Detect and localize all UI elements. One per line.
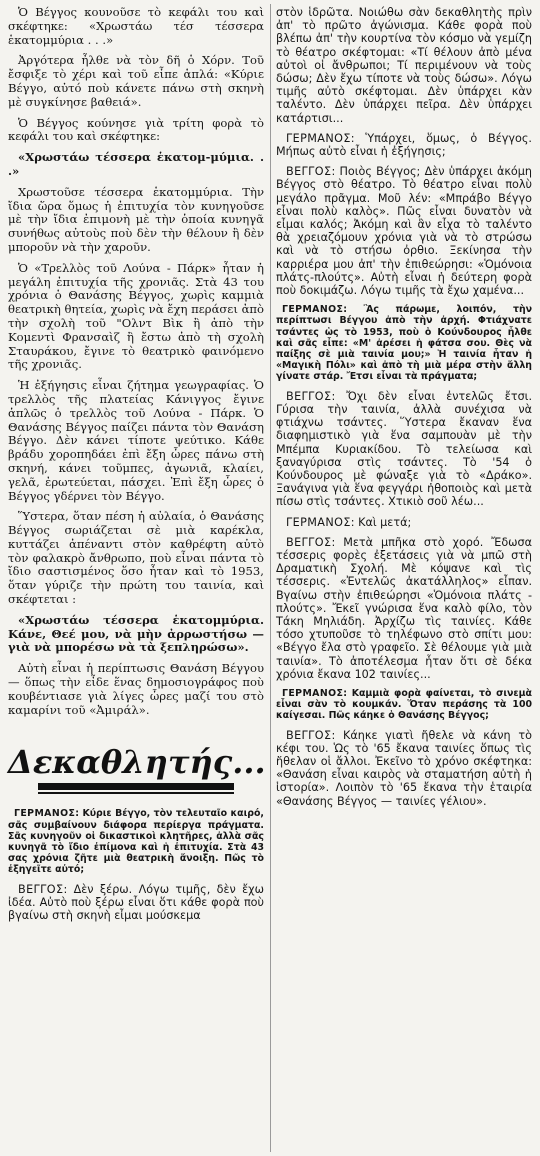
column-divider	[270, 4, 271, 1152]
left-column	[8, 6, 264, 929]
interview-text: : Καμμιὰ φορὰ φαίνεται, τὸ σινεμὰ εἶναι σὰν τὸ κουμκάν. Ὅταν περάσης τὰ 100 καίγεσαι. Πῶς κάηκε ὁ Θανάσης Βέγγος;	[276, 687, 532, 722]
speaker-name: ΒΕΓΓΟΣ	[286, 728, 332, 742]
interview-text: : Κάηκε γιατὶ ἤθελε νὰ κάνη τὸ κέφι του. Ὡς τὸ '65 ἔκανα ταινίες ὅπως τὶς ἤθελαν οἱ ἄλλοι. Ἐκεῖνο τὸ χρόνο σκέφτηκα: «Θανάση εἶναι καιρὸς νὰ σταματήση αὐτὴ ἡ ἱστορία». Λοιπὸν τὸ '65 ἔκανα τὴν ἑταιρία «Θανάσης Βέγγος — ταινίες γέλιου».	[276, 728, 532, 808]
paragraph: Ὁ Βέγγος κούνησε γιὰ τρίτη φορὰ τὸ κεφάλι του καὶ σκέφτηκε:	[8, 115, 264, 144]
interview-text: στὸν ἱδρῶτα. Νοιώθω σὰν δεκαθλητὴς πρὶν ἀπ' τὸ πρῶτο ἀγώνισμα. Κάθε φορὰ ποὺ βλέπω ἀπ' τὴν κουρτίνα τὸν κόσμο νὰ γεμίζη τὸ θέατρο σκέφτομαι: «Τί θέλουν ἀπὸ μένα αὐτοὶ οἱ ἄνθρωποι; Τί περιμένουν νὰ τοὺς δώσω; Δὲν ἔχω τίποτε νὰ τοὺς δώσω». Λόγω τιμῆς αὐτὸ σκέφτομαι. Δὲν ὑπάρχει κὰν ταλέντο. Δὲν ὑπάρχει πεῖρα. Δὲν ὑπάρχει κατάρτισι...	[276, 6, 532, 125]
paragraph: Ὁ Βέγγος κουνοῦσε τὸ κεφάλι του καὶ σκέφτηκε: «Χρωστάω τέσ τέσσερα ἑκατομμύρια . . .»	[8, 5, 264, 47]
speaker-name: ΓΕΡΜΑΝΟΣ	[14, 808, 76, 820]
heading-rule-thin	[38, 792, 234, 794]
paragraph: Αὐτὴ εἶναι ἡ περίπτωσις Θανάση Βέγγου — ὅπως τὴν εἶδε ἕνας δημοσιογράφος ποὺ κουβέντιασε γιὰ λίγες ὧρες μαζί του στὸ καμαρίνι τοῦ «Ἀμιράλ».	[8, 661, 264, 717]
interview-text: : Καὶ μετά;	[350, 515, 412, 529]
interview-question	[276, 516, 532, 529]
paragraph: Ὁ «Τρελλὸς τοῦ Λούνα - Πάρκ» ἦταν ἡ μεγάλη ἐπιτυχία τῆς χρονιᾶς. Στὰ 43 του χρόνια ὁ Θανάσης Βέγγος, χωρὶς καμμιὰ θεατρικὴ θητεία, χωρὶς νὰ ἔχη περάσει ἀπὸ τὴν σχολὴ τοῦ "Ολντ Βὶκ ἢ ἀπὸ τὴν Κομεντὶ Φρανσαὶζ ἢ ἔστω ἀπὸ τὴ σχολὴ Σταυράκου, ἔγινε τὸ θεατρικὸ φαινόμενο τῆς χρονιᾶς.	[8, 260, 264, 372]
paragraph: Ἀργότερα ἦλθε νὰ τὸν δῆ ὁ Χόρν. Τοῦ ἔσφιξε τὸ χέρι καὶ τοῦ εἶπε ἁπλά: «Κύριε Βέγγο, αὐτό ποὺ κάνετε πάνω στὴ σκηνὴ μὲ συγκίνησε βαθειά».	[8, 53, 264, 109]
interview-answer	[276, 729, 532, 808]
paragraph: Χρωστοῦσε τέσσερα ἑκατομμύρια. Τὴν ἴδια ὥρα ὅμως ἡ ἐπιτυχία τὸν κυνηγοῦσε μὲ τὴν ἴδια ἐπιμονὴ μὲ τὴν ὁποία κυνηγᾶ συνήθως αὐτοὺς ποὺ δὲν τὴν θέλουν ἢ δὲν μποροῦν νὰ τὴν χαροῦν.	[8, 184, 264, 254]
interview-text: : Κύριε Βέγγο, τὸν τελευταῖο καιρό, σᾶς συμβαίνουν διάφορα περίεργα πράγματα. Σᾶς κυνηγοῦν οἱ δικαστικοὶ κλητῆρες, ἀλλὰ σᾶς κυνηγᾶ τὸ ἴδιο ἐπίμονα καὶ ἡ ἐπιτυχία. Στὰ 43 σας χρόνια ζῆτε μιὰ θεατρικὴ ἄνοιξη. Πῶς τὸ ἐξηγεῖτε αὐτό;	[8, 808, 264, 876]
interview-text: : Δὲν ξέρω. Λόγω τιμῆς, δὲν ἔχω ἰδέα. Αὐτὸ ποὺ ξέρω εἶναι ὅτι κάθε φορὰ ποὺ βγαίνω στὴ σκηνὴ εἶμαι μούσκεμα	[8, 882, 264, 923]
interview-answer	[8, 883, 264, 923]
speaker-name: ΓΕΡΜΑΝΟΣ	[282, 687, 344, 699]
paragraph: Ὕστερα, ὅταν πέση ἡ αὐλαία, ὁ Θανάσης Βέγγος σωριάζεται σὲ μιὰ καρέκλα, κυττάζει ἀπέναντι στὸν καθρέφτη αὐτὸ τὸν φαλακρὸ ἄνθρωπο, ποὺ εἶναι πάντα τὸ ἴδιο σαστισμένος ὅσο ἦταν καὶ τὸ 1953, ὅταν γύριζε τὴν πρώτη του ταινία, καὶ σκέφτεται :	[8, 509, 264, 607]
speaker-name: ΓΕΡΜΑΝΟΣ	[282, 304, 344, 316]
quote-paragraph: «Χρωστάω τέσσερα ἑκατομ-μύμια. . .»	[8, 150, 264, 178]
section-heading-block	[8, 743, 264, 794]
interview-answer	[276, 165, 532, 297]
speaker-name: ΒΕΓΓΟΣ	[286, 165, 332, 179]
interview-text: : Μετὰ μπῆκα στὸ χορό. Ἔδωσα τέσσερις φορὲς ἐξετάσεις γιὰ νὰ μπῶ στὴ Δραματικὴ Σχολή. Μὲ κόψανε καὶ τὶς τέσσερις. «Ἐντελῶς ἀκατάλληλος» εἶπαν. Βγαίνω στὴν ἐπιθεώρησι «Ὁμόνοια πλάτς - πλούτς». Ἔκεῖ γνώρισα ἕνα καλὸ φίλο, τὸν Τάκη Μηλιάδη. Ἀρχίζω τὶς ταινίες. Κάθε τόσο χτυποῦσε τὸ τηλέφωνο στὸ σπίτι μου: «Βέγγο ἔλα στὸ γραφεῖο. Σὲ θέλουμε γιὰ μιὰ ταινία». Τὸ ἀποτέλεσμα ἦταν ὅτι σὲ δέκα χρόνια ἔκανα 102 ταινίες...	[276, 535, 532, 681]
interview-question	[276, 688, 532, 722]
speaker-name: ΒΕΓΓΟΣ	[286, 535, 332, 549]
interview-question	[276, 304, 532, 382]
speaker-name: ΓΕΡΜΑΝΟΣ	[286, 515, 351, 529]
interview-question	[276, 132, 532, 158]
interview-answer	[276, 6, 532, 125]
speaker-name: ΓΕΡΜΑΝΟΣ	[286, 131, 351, 145]
interview-text: : Ποιὸς Βέγγος; Δὲν ὑπάρχει ἀκόμη Βέγγος στὸ θέατρο. Τὸ θέατρο εἶναι πολὺ μεγάλο πρᾶγμα. Μοῦ λέν: «Μπράβο Βέγγο εἶναι πολὺ καλὸς». Πῶς εἶναι δυνατὸν νὰ εἶμαι καλός; Ἀκόμη καὶ ἂν εἶχα τὸ ταλέντο θὰ χρειαζόμουν χρόνια γιὰ νὰ τὸ στρώσω καὶ νὰ τὸ στήσω ὀρθιο. Ξεκίνησα τὴν καρριέρα μου ἀπ' τὴν ἐπιθεώρησι: «Ὁμόνοια πλάτς-πλούτς». Αὐτὴ εἶναι ἡ δεύτερη φορὰ ποὺ δοκιμάζω. Λόγω τιμῆς τὰ ἔχω χαμένα...	[276, 165, 532, 298]
speaker-name: ΒΕΓΓΟΣ	[18, 882, 64, 896]
heading-rule	[38, 783, 234, 790]
interview-answer	[276, 390, 532, 509]
quote-paragraph: «Χρωστάω τέσσερα ἑκατομμύρια. Κάνε, Θεέ μου, νὰ μὴν ἀρρωστήσω — γιὰ νὰ μπορέσω νὰ τὰ ξεπληρώσω».	[8, 612, 264, 655]
interview-question	[8, 808, 264, 875]
paragraph: Ἡ ἐξήγησις εἶναι ζήτημα γεωγραφίας. Ὁ τρελλὸς τῆς πλατείας Κάνιγγος ἔγινε ἁπλῶς ὁ τρελλὸς τοῦ Λούνα - Πάρκ. Ὁ Θανάσης Βέγγος παίζει πάντα τὸν Θανάση Βέγγο. Δὲν κάνει τίποτε ψεύτικο. Κάθε βράδυ χοροπηδάει ἐπὶ ἔξη ὧρες πάνω στὴ σκηνή, κάνει τοῦμπες, ἀγωνιᾶ, κλαίει, γελᾶ, ἐρωτεύεται, πάσχει. Ἐπὶ ἔξη ὧρες ὁ Βέγγος γδέρνει τὸν Βέγγο.	[8, 378, 264, 503]
interview-text: : Ὑπάρχει, ὅμως, ὁ Βέγγος. Μήπως αὐτὸ εἶναι ἡ ἐξήγησις;	[276, 131, 532, 159]
speaker-name: ΒΕΓΓΟΣ	[286, 389, 332, 403]
right-column	[276, 6, 532, 815]
section-heading: Δεκαθλητής...	[8, 743, 266, 782]
interview-answer	[276, 536, 532, 681]
interview-text: : Ὄχι δὲν εἶναι ἐντελῶς ἔτσι. Γύρισα τὴν ταινία, ἀλλὰ συνέχισα νὰ φτιάχνω τσάντες. Ὕστερα ἔκαναν ἕνα διαφημιστικὸ γιὰ ἕνα σαμπουὰν μὲ τὴν Μπέμπα Κυριακίδου. Τὸ τελείωσα καὶ ξαναγύρισα στὶς τσάντες. Τὸ '54 ὁ Κούνδουρος μὲ φώναξε γιὰ τὸ «Δράκο». Ξανάγινα γιὰ ἕνα φεγγάρι ἠθοποιὸς καὶ μετὰ πίσω στὶς τσάντες. Χτικιὸ σοῦ λέω...	[276, 389, 532, 509]
interview-text: : Ἂς πάρωμε, λοιπόν, τὴν περίπτωσι Βέγγου ἀπὸ τὴν ἀρχή. Φτιάχνατε τσάντες ὡς τὸ 1953, ποὺ ὁ Κούνδουρος ἦλθε καὶ σᾶς εἶπε: «Μ' ἀρέσει ἡ φάτσα σου. Θὲς νὰ παίξης σὲ μιὰ ταινία μου;» Ἡ ταινία ἦταν ἡ «Μαγικὴ Πόλι» καὶ ἀπὸ τὴ μιὰ μέρα στὴν ἄλλη γίνατε στάρ. Ἔτσι εἶναι τὰ πράγματα;	[276, 304, 532, 383]
